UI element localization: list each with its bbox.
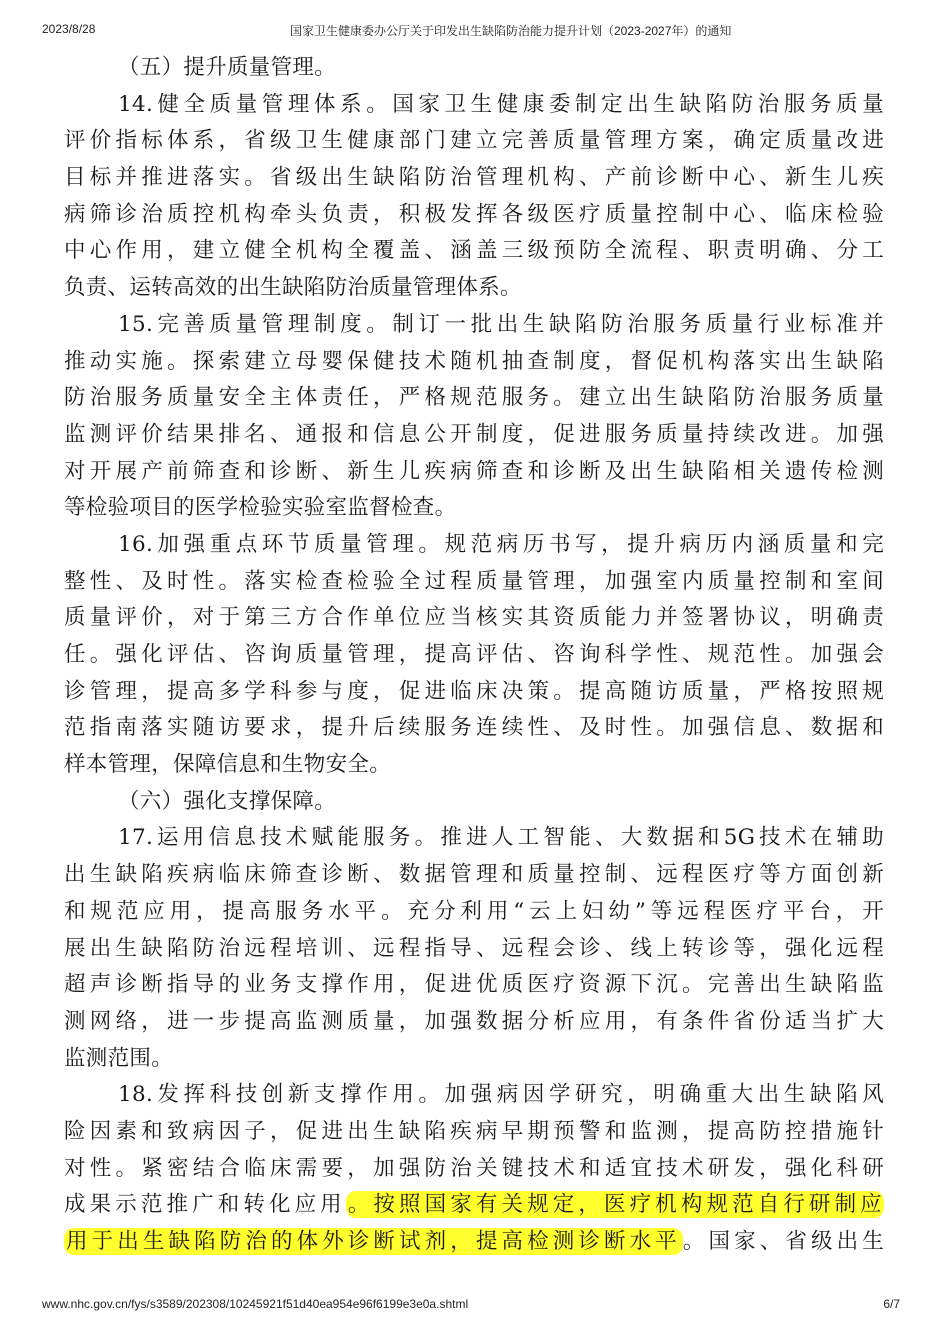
document-body <box>64 50 884 1261</box>
paragraph-line: 质量评价，对于第三方合作单位应当核实其资质能力并签署协议，明确责 <box>64 605 884 631</box>
paragraph-line: 18.发挥科技创新支撑作用。加强病因学研究，明确重大出生缺陷风 <box>118 1082 884 1108</box>
section-heading: （五）提升质量管理。 <box>118 55 337 80</box>
paragraph-line: 目标并推进落实。省级出生缺陷防治管理机构、产前诊断中心、新生儿疾 <box>64 165 884 191</box>
paragraph-line: 出生缺陷疾病临床筛查诊断、数据管理和质量控制、远程医疗等方面创新 <box>64 862 884 888</box>
text-segment: 成果示范推广和转化应用 <box>64 1192 346 1218</box>
section-heading: （六）强化支撑保障。 <box>118 788 337 814</box>
highlighted-text: 用于出生缺陷防治的体外诊断试剂，提高检测诊断水平 <box>66 1229 681 1254</box>
paragraph-line: 17.运用信息技术赋能服务。推进人工智能、大数据和5G技术在辅助 <box>118 825 884 851</box>
paragraph-line-highlighted <box>64 1187 884 1224</box>
paragraph-line-highlighted <box>64 1224 884 1261</box>
paragraph-line: 14.健全质量管理体系。国家卫生健康委制定出生缺陷防治服务质量 <box>118 91 884 117</box>
print-page-title: 国家卫生健康委办公厅关于印发出生缺陷防治能力提升计划（2023-2027年）的通知 <box>290 24 732 38</box>
paragraph-line: 等检验项目的医学检验实验室监督检查。 <box>64 495 457 521</box>
paragraph-line: 中心作用，建立健全机构全覆盖、涵盖三级预防全流程、职责明确、分工 <box>64 238 884 264</box>
print-date: 2023/8/28 <box>42 22 96 36</box>
text-segment: 。国家、省级出生 <box>682 1229 884 1254</box>
paragraph-line: 负责、运转高效的出生缺陷防治质量管理体系。 <box>64 275 522 301</box>
paragraph-line: 险因素和致病因子，促进出生缺陷疾病早期预警和监测，提高防控措施针 <box>64 1118 884 1144</box>
paragraph-line: 评价指标体系，省级卫生健康部门建立完善质量管理方案，确定质量改进 <box>64 128 884 154</box>
paragraph-line: 展出生缺陷防治远程培训、远程指导、远程会诊、线上转诊等，强化远程 <box>64 935 884 961</box>
highlighted-text: 。按照国家有关规定，医疗机构规范自行研制应 <box>347 1192 882 1218</box>
paragraph-line: 监测范围。 <box>64 1045 174 1071</box>
paragraph-line: 诊管理，提高多学科参与度，促进临床决策。提高随访质量，严格按照规 <box>64 678 884 704</box>
paragraph-line: 对开展产前筛查和诊断、新生儿疾病筛查和诊断及出生缺陷相关遗传检测 <box>64 458 884 484</box>
paragraph-line: 任。强化评估、咨询质量管理，提高评估、咨询科学性、规范性。加强会 <box>64 642 884 667</box>
paragraph-line: 和规范应用，提高服务水平。充分利用“云上妇幼”等远程医疗平台，开 <box>64 898 884 924</box>
paragraph-line: 推动实施。探索建立母婴保健技术随机抽查制度，督促机构落实出生缺陷 <box>64 348 884 374</box>
page-number: 6/7 <box>883 1297 900 1311</box>
paragraph-line: 样本管理，保障信息和生物安全。 <box>64 752 392 778</box>
paragraph-line: 对性。紧密结合临床需要，加强防治关键技术和适宜技术研发，强化科研 <box>64 1155 884 1181</box>
paragraph-line: 15.完善质量管理制度。制订一批出生缺陷防治服务质量行业标准并 <box>118 311 884 337</box>
paragraph-line: 防治服务质量安全主体责任，严格规范服务。建立出生缺陷防治服务质量 <box>64 385 884 411</box>
paragraph-line: 监测评价结果排名、通报和信息公开制度，促进服务质量持续改进。加强 <box>64 421 884 447</box>
paragraph-line: 16.加强重点环节质量管理。规范病历书写，提升病历内涵质量和完 <box>118 531 884 557</box>
page-url: www.nhc.gov.cn/fys/s3589/202308/10245921f51d40ea954e96f6199e3e0a.shtml <box>42 1297 469 1311</box>
paragraph-line: 范指南落实随访要求，提升后续服务连续性、及时性。加强信息、数据和 <box>64 715 884 741</box>
paragraph-line: 病筛诊治质控机构牵头负责，积极发挥各级医疗质量控制中心、临床检验 <box>64 201 884 227</box>
paragraph-line: 超声诊断指导的业务支撑作用，促进优质医疗资源下沉。完善出生缺陷监 <box>64 972 884 998</box>
paragraph-line: 测网络，进一步提高监测质量，加强数据分析应用，有条件省份适当扩大 <box>64 1008 884 1034</box>
paragraph-line: 整性、及时性。落实检查检验全过程质量管理，加强室内质量控制和室间 <box>64 568 884 594</box>
